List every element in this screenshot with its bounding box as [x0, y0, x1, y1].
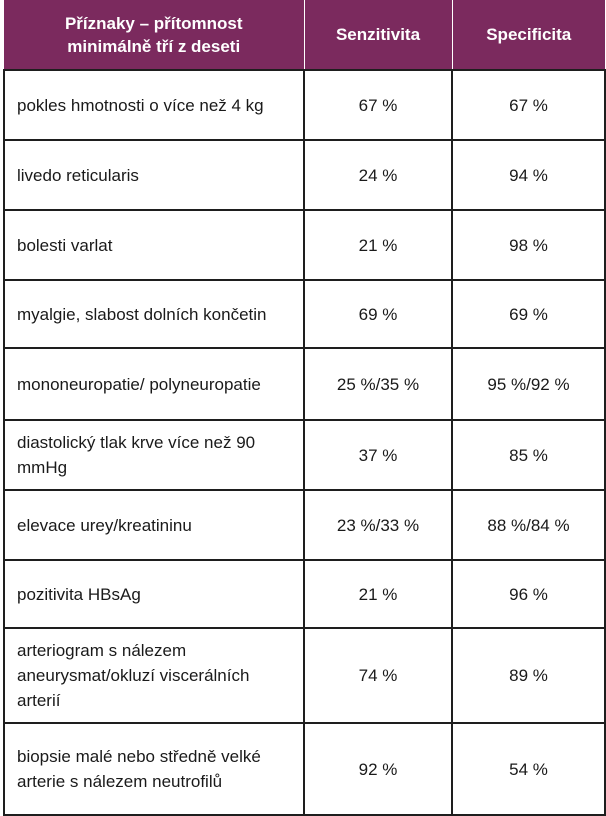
table-row	[4, 210, 605, 280]
table-row	[4, 70, 605, 140]
specificity-cell: 54 %	[452, 723, 605, 815]
header-sensitivity: Senzitivita	[304, 0, 452, 70]
symptom-cell: pokles hmotnosti o více než 4 kg	[4, 70, 304, 140]
sensitivity-cell: 37 %	[304, 420, 452, 490]
symptom-cell: elevace urey/kreatininu	[4, 490, 304, 560]
sensitivity-cell: 23 %/33 %	[304, 490, 452, 560]
table-row	[4, 420, 605, 490]
specificity-cell: 96 %	[452, 560, 605, 628]
sensitivity-cell: 92 %	[304, 723, 452, 815]
table-row	[4, 723, 605, 815]
header-symptoms: Příznaky – přítomnost minimálně tří z deseti	[4, 0, 304, 70]
sensitivity-cell: 74 %	[304, 628, 452, 723]
specificity-cell: 69 %	[452, 280, 605, 348]
symptom-cell: biopsie malé nebo středně velké arterie s nálezem neutrofilů	[4, 723, 304, 815]
specificity-cell: 85 %	[452, 420, 605, 490]
sensitivity-cell: 69 %	[304, 280, 452, 348]
table-row	[4, 140, 605, 210]
specificity-cell: 67 %	[452, 70, 605, 140]
sensitivity-cell: 67 %	[304, 70, 452, 140]
table-row	[4, 628, 605, 723]
sensitivity-cell: 21 %	[304, 560, 452, 628]
symptom-cell: bolesti varlat	[4, 210, 304, 280]
specificity-cell: 88 %/84 %	[452, 490, 605, 560]
specificity-cell: 98 %	[452, 210, 605, 280]
sensitivity-cell: 24 %	[304, 140, 452, 210]
criteria-table	[3, 0, 606, 816]
header-specificity: Specificita	[452, 0, 605, 70]
symptom-cell: livedo reticularis	[4, 140, 304, 210]
table-row	[4, 348, 605, 420]
symptom-cell: mononeuropatie/ polyneuropatie	[4, 348, 304, 420]
specificity-cell: 89 %	[452, 628, 605, 723]
symptom-cell: arteriogram s nálezem aneurysmat/okluzí viscerálních arterií	[4, 628, 304, 723]
table-row	[4, 490, 605, 560]
table-row	[4, 280, 605, 348]
specificity-cell: 94 %	[452, 140, 605, 210]
table-row	[4, 560, 605, 628]
sensitivity-cell: 25 %/35 %	[304, 348, 452, 420]
sensitivity-cell: 21 %	[304, 210, 452, 280]
symptom-cell: diastolický tlak krve více než 90 mmHg	[4, 420, 304, 490]
symptom-cell: myalgie, slabost dolních končetin	[4, 280, 304, 348]
header-row	[4, 0, 605, 70]
specificity-cell: 95 %/92 %	[452, 348, 605, 420]
symptom-cell: pozitivita HBsAg	[4, 560, 304, 628]
